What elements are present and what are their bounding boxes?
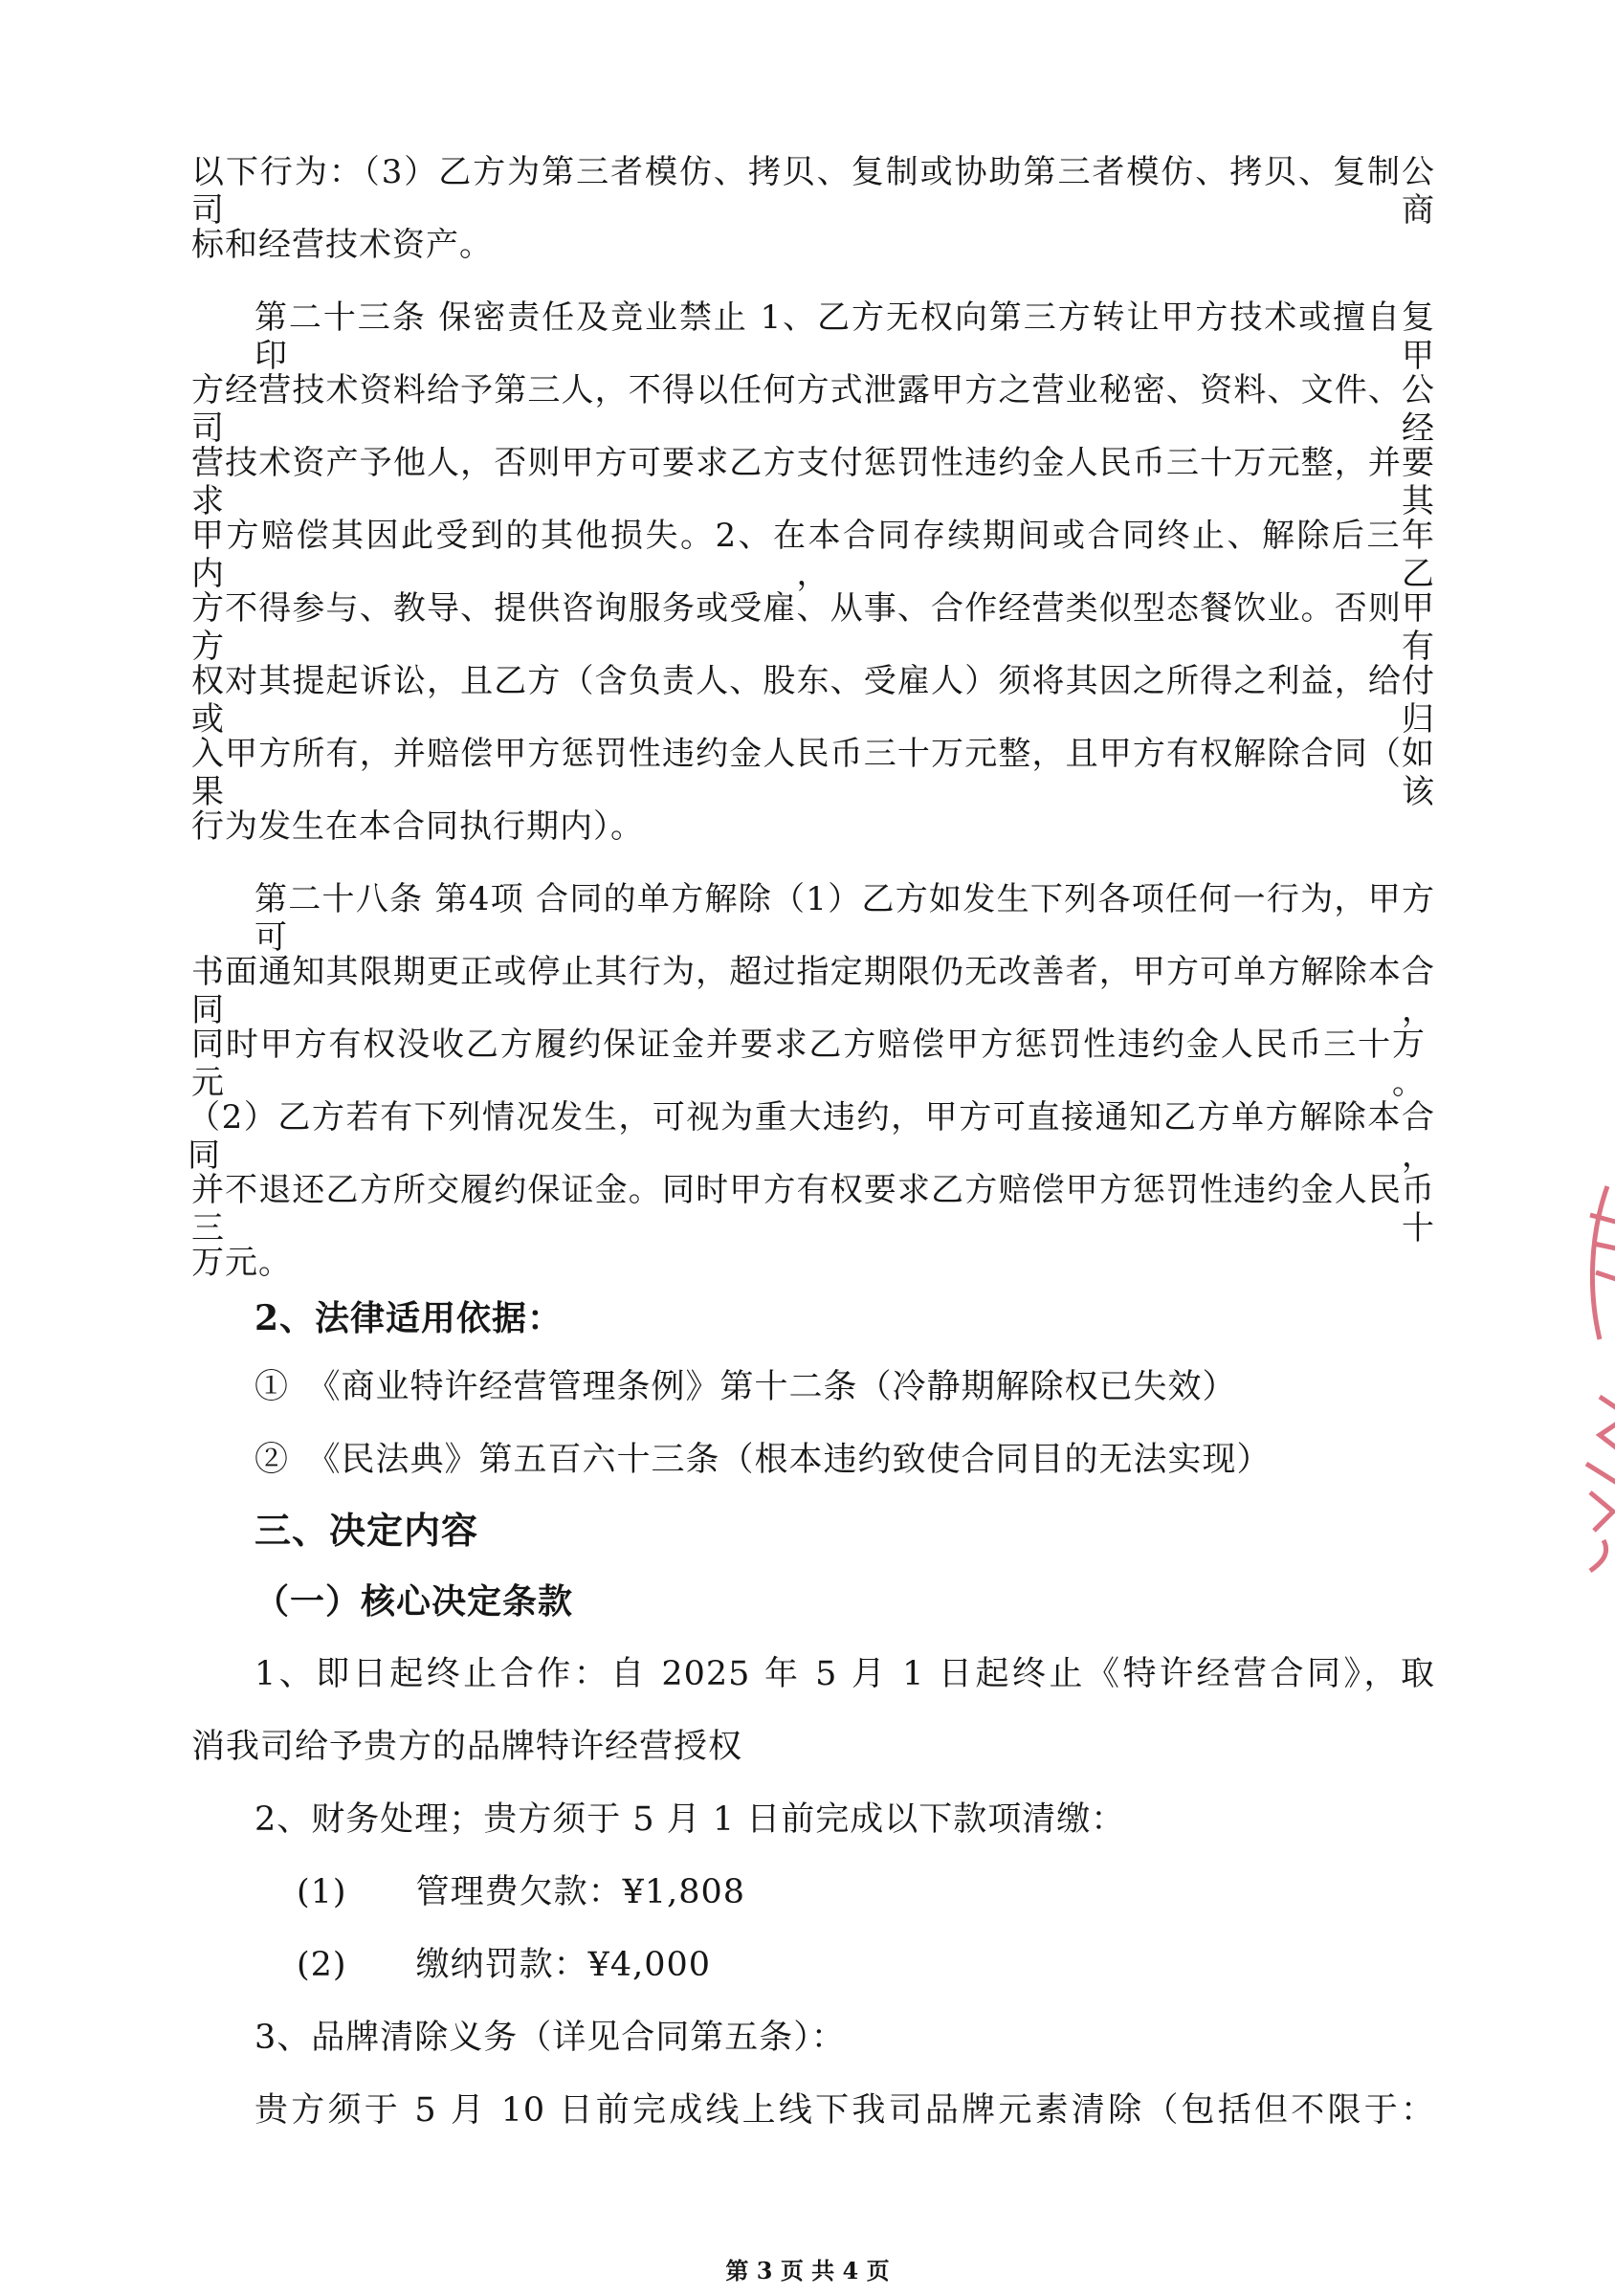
body-line-9: 入甲方所有，并赔偿甲方惩罚性违约金人民币三十万元整，且甲方有权解除合同（如果该 <box>191 735 1435 811</box>
page-number: 第 3 页 共 4 页 <box>725 2257 890 2285</box>
body-line-11: 第二十八条 第4项 合同的单方解除（1）乙方如发生下列各项任何一行为，甲方可 <box>254 880 1435 957</box>
body-line-6: 甲方赔偿其因此受到的其他损失。2、在本合同存续期间或合同终止、解除后三年内，乙 <box>191 517 1435 593</box>
payment-item-2: (2) 缴纳罚款：¥4,000 <box>297 1946 712 1984</box>
decision-line-5: 贵方须于 5 月 10 日前完成线上线下我司品牌元素清除（包括但不限于： <box>254 2091 1435 2130</box>
body-line-13: 同时甲方有权没收乙方履约保证金并要求乙方赔偿甲方惩罚性违约金人民币三十万元。 <box>191 1026 1426 1102</box>
body-line-3: 第二十三条 保密责任及竞业禁止 1、乙方无权向第三方转让甲方技术或擅自复印甲 <box>254 298 1435 375</box>
payment-item-1: (1) 管理费欠款：¥1,808 <box>297 1873 746 1911</box>
body-line-7: 方不得参与、教导、提供咨询服务或受雇、从事、合作经营类似型态餐饮业。否则甲方有 <box>191 589 1435 666</box>
body-line-4: 方经营技术资料给予第三人，不得以任何方式泄露甲方之营业秘密、资料、文件、公司经 <box>191 371 1435 448</box>
body-line-15: 并不退还乙方所交履约保证金。同时甲方有权要求乙方赔偿甲方惩罚性违约金人民币三十 <box>191 1171 1435 1247</box>
decision-line-4: 3、品牌清除义务（详见合同第五条）： <box>254 2019 846 2057</box>
body-line-14: （2）乙方若有下列情况发生，可视为重大违约，甲方可直接通知乙方单方解除本合同， <box>188 1098 1435 1175</box>
body-line-10: 行为发生在本合同执行期内）。 <box>191 807 644 846</box>
decision-line-3: 2、财务处理；贵方须于 5 月 1 日前完成以下款项清缴： <box>254 1800 1126 1839</box>
body-line-16: 万元。 <box>191 1244 292 1282</box>
body-line-2: 标和经营技术资产。 <box>191 226 493 264</box>
section-heading-decision: 三、决定内容 <box>254 1509 479 1552</box>
body-line-8: 权对其提起诉讼，且乙方（含负责人、股东、受雇人）须将其因之所得之利益，给付或归 <box>191 662 1435 739</box>
red-seal-stamp-edge-icon <box>1561 1177 1615 1578</box>
subsection-heading-core-terms: （一）核心决定条款 <box>254 1581 574 1622</box>
body-line-12: 书面通知其限期更正或停止其行为，超过指定期限仍无改善者，甲方可单方解除本合同， <box>191 953 1435 1029</box>
legal-basis-item-2: ② 《民法典》第五百六十三条（根本违约致使合同目的无法实现） <box>254 1441 1272 1479</box>
body-line-1: 以下行为：（3）乙方为第三者模仿、拷贝、复制或协助第三者模仿、拷贝、复制公司商 <box>191 153 1435 230</box>
body-line-5: 营技术资产予他人，否则甲方可要求乙方支付惩罚性违约金人民币三十万元整，并要求其 <box>191 444 1435 520</box>
section-heading-legal-basis: 2、法律适用依据： <box>254 1298 564 1338</box>
decision-line-2: 消我司给予贵方的品牌特许经营授权 <box>191 1728 743 1766</box>
legal-basis-item-1: ① 《商业特许经营管理条例》第十二条（冷静期解除权已失效） <box>254 1368 1237 1406</box>
decision-line-1: 1、即日起终止合作：自 2025 年 5 月 1 日起终止《特许经营合同》，取 <box>254 1655 1435 1693</box>
